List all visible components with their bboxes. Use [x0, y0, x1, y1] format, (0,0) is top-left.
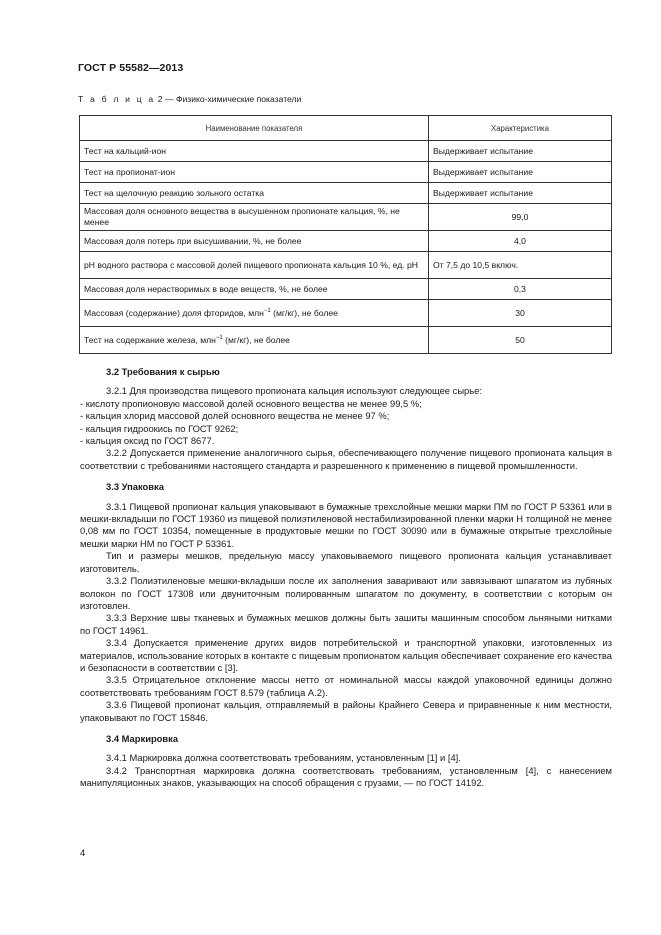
indicator-cell: Тест на щелочную реакцию зольного остатка	[80, 183, 429, 204]
characteristic-cell: 4,0	[429, 231, 612, 252]
table-row	[80, 231, 612, 252]
indicator-text-unit: (мг/кг), не более	[222, 334, 290, 345]
column-header-characteristic: Характеристика	[429, 116, 612, 141]
paragraph: 3.2.2 Допускается применение аналогичного сырья, обеспечивающего получение пищевого пропионата кальция в соответствии с требованиями настоящего стандарта и разрешенного к применению в пищевой промышленности.	[80, 447, 612, 471]
characteristic-cell: От 7,5 до 10,5 включ.	[429, 252, 612, 279]
list-item: - кальция гидроокись по ГОСТ 9262;	[80, 422, 239, 434]
page-number: 4	[80, 847, 86, 858]
table-row	[80, 141, 612, 162]
list-item: - кислоту пропионовую массовой долей основного вещества не менее 99,5 %;	[80, 397, 422, 409]
paragraph: 3.4.2 Транспортная маркировка должна соответствовать требованиям, установленным [4], с нанесением манипуляционных знаков, указывающих на способ обращения с грузами, — по ГОСТ 14192.	[80, 764, 612, 789]
indicator-cell	[80, 300, 429, 327]
characteristic-cell: 50	[429, 327, 612, 354]
paragraph: 3.3.4 Допускается применение других видов потребительской и транспортной упаковки, изготовленных из материалов, использование которых в контакте с пищевым пропионатом кальция обеспечивает сохранение его качества и безопасности в соответствии с [3].	[80, 637, 612, 673]
table-row	[80, 183, 612, 204]
characteristic-cell: 0,3	[429, 279, 612, 300]
characteristic-cell: Выдерживает испытание	[429, 183, 612, 204]
document-body	[80, 366, 612, 790]
table-row	[80, 279, 612, 300]
indicator-cell: Массовая доля основного вещества в высушенном пропионате кальция, %, не менее	[80, 204, 429, 231]
indicator-cell: Массовая доля нерастворимых в воде веществ, %, не более	[80, 279, 429, 300]
characteristic-cell: 99,0	[429, 204, 612, 231]
table-caption-title: 2 — Физико-химические показатели	[155, 94, 302, 104]
list-item: - кальция хлорид массовой долей основного вещества не менее 97 %;	[80, 410, 390, 422]
paragraph: Тип и размеры мешков, предельную массу упаковываемого пищевого пропионата кальция устанавливает изготовитель.	[80, 550, 612, 574]
table-row	[80, 204, 612, 231]
paragraph: 3.2.1 Для производства пищевого пропионата кальция используют следующее сырье:	[106, 385, 482, 397]
list-item: - кальция оксид по ГОСТ 8677.	[80, 435, 215, 447]
standard-code-header: ГОСТ Р 55582—2013	[78, 62, 184, 74]
indicator-cell: Тест на пропионат-ион	[80, 162, 429, 183]
physicochemical-table	[79, 115, 612, 354]
indicator-cell: Массовая доля потерь при высушивании, %, не более	[80, 231, 429, 252]
section-heading-marking: 3.4 Маркировка	[106, 732, 179, 744]
characteristic-cell: Выдерживает испытание	[429, 141, 612, 162]
characteristic-cell: 30	[429, 300, 612, 327]
table-caption-label: Т а б л и ц а	[78, 94, 156, 104]
paragraph: 3.3.5 Отрицательное отклонение массы нетто от номинальной массы каждой упаковочной единицы должно соответствовать требованиям ГОСТ 8.579 (таблица А.2).	[80, 674, 612, 698]
exponent: −1	[263, 307, 271, 314]
characteristic-cell: Выдерживает испытание	[429, 162, 612, 183]
table-row	[80, 327, 612, 354]
section-heading-raw-materials: 3.2 Требования к сырью	[106, 366, 220, 377]
indicator-cell: pH водного раствора с массовой долей пищевого пропионата кальция 10 %, ед. pH	[80, 252, 429, 279]
table-row	[80, 300, 612, 327]
exponent: −1	[215, 334, 223, 341]
indicator-text: Массовая (содержание) доля фторидов, млн	[84, 307, 264, 318]
paragraph: 3.3.2 Полиэтиленовые мешки-вкладыши после их заполнения заваривают или завязывают шпагатом из лубяных волокон по ГОСТ 17308 или двуниточным полированным шпагатом по документу, в соответствии с которым он изготовлен.	[80, 575, 612, 611]
indicator-text: Тест на содержание железа, млн	[84, 334, 216, 345]
indicator-cell: Тест на кальций-ион	[80, 141, 429, 162]
table-header-row	[80, 116, 612, 141]
paragraph: 3.3.3 Верхние швы тканевых и бумажных мешков должны быть зашиты машинным способом льняными нитками по ГОСТ 14961.	[80, 612, 612, 636]
paragraph: 3.4.1 Маркировка должна соответствовать требованиям, установленным [1] и [4].	[106, 752, 461, 764]
table-row	[80, 162, 612, 183]
section-heading-packaging: 3.3 Упаковка	[106, 481, 164, 493]
indicator-cell	[80, 327, 429, 354]
column-header-indicator: Наименование показателя	[80, 116, 429, 141]
table-row	[80, 252, 612, 279]
paragraph: 3.3.1 Пищевой пропионат кальция упаковывают в бумажные трехслойные мешки марки ПМ по ГОСТ Р 53361 или в мешки-вкладыши по ГОСТ 19360 из пищевой полиэтиленовой нестабилизированной пленки марки Н толщиной не менее 0,08 мм по ГОСТ 10354, помещенные в продуктовые мешки по ГОСТ 30090 или в бумажные открытые трехслойные мешки марки НМ по ГОСТ Р 53361.	[80, 500, 612, 549]
indicator-text-unit: (мг/кг), не более	[270, 307, 338, 318]
table-caption	[78, 94, 301, 104]
paragraph: 3.3.6 Пищевой пропионат кальция, отправляемый в районы Крайнего Севера и приравненные к ним местности, упаковывают по ГОСТ 15846.	[80, 699, 612, 723]
